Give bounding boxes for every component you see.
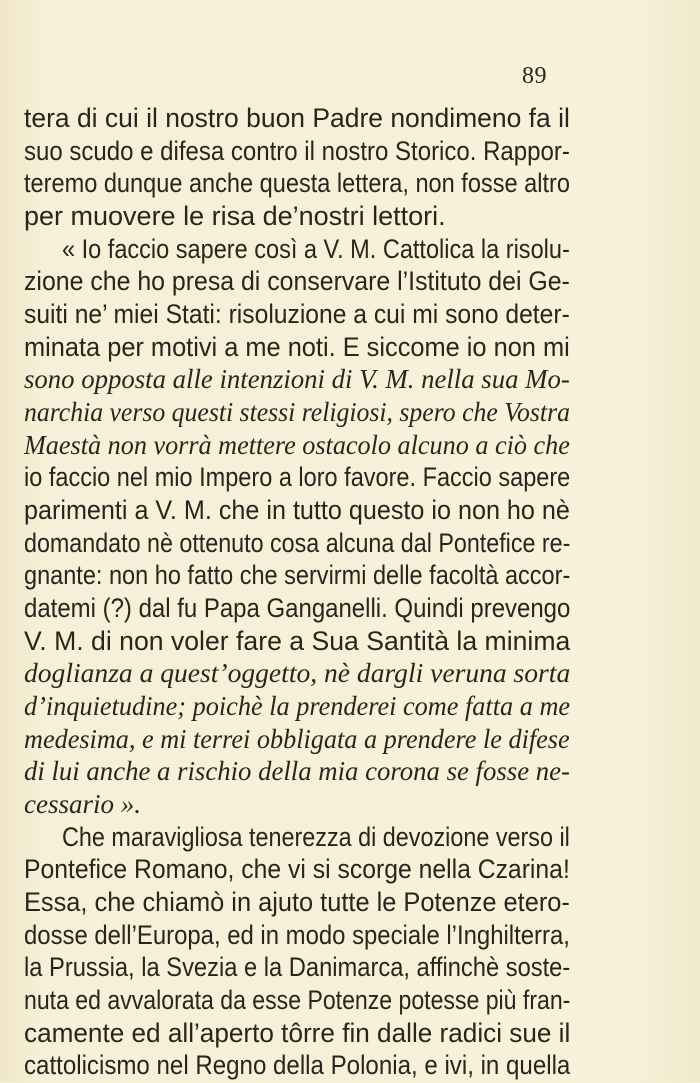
text-line-30: cattolicismo nel Regno della Polonia, e ivi, in quella <box>24 1050 570 1081</box>
text-line-20: medesima, e mi terrei obbligata a prendere le difese <box>24 723 570 754</box>
text-line-23: Che maravigliosa tenerezza di devozione verso il <box>62 821 570 852</box>
text-line-17: V. M. di non voler fare a Sua Santità la minima <box>24 625 570 656</box>
text-line-25: Essa, che chiamò in ajuto tutte le Potenze etero- <box>24 887 570 918</box>
text-line-8: minata per motivi a me noti. E siccome io non mi <box>24 331 570 362</box>
text-line-12: io faccio nel mio Impero a loro favore. Faccio sapere <box>24 462 570 493</box>
text-line-16: datemi (?) dal fu Papa Ganganelli. Quindi prevengo <box>24 593 570 624</box>
text-line-27: la Prussia, la Svezia e la Danimarca, affinchè soste- <box>24 952 570 983</box>
text-line-28: nuta ed avvalorata da esse Potenze potesse più fran- <box>24 985 570 1016</box>
text-line-18: doglianza a quest’oggetto, nè dargli veruna sorta <box>24 658 570 689</box>
text-line-5: « Io faccio sapere così a V. M. Cattolica la risolu- <box>62 233 570 264</box>
text-line-22: cessario ». <box>24 789 141 820</box>
text-line-11: Maestà non vorrà mettere ostacolo alcuno a ciò che <box>24 429 570 460</box>
text-line-9: sono opposta alle intenzioni di V. M. nella sua Mo- <box>24 364 570 395</box>
text-line-19: d’inquietudine; poichè la prenderei come fatta a me <box>24 691 570 722</box>
text-line-21: di lui anche a rischio della mia corona se fosse ne- <box>24 756 570 787</box>
text-line-14: domandato nè ottenuto cosa alcuna dal Pontefice re- <box>24 527 570 558</box>
text-line-4: per muovere le risa de’nostri lettori. <box>24 201 446 231</box>
text-line-24: Pontefice Romano, che vi si scorge nella Czarina! <box>24 854 570 885</box>
text-line-1: tera di cui il nostro buon Padre nondimeno fa il <box>24 103 570 133</box>
text-line-13: parimenti a V. M. che in tutto questo io non ho nè <box>24 495 570 526</box>
text-line-10: narchia verso questi stessi religiosi, spero che Vostra <box>24 397 570 428</box>
text-line-7: suiti ne’ miei Stati: risoluzione a cui mi sono deter- <box>24 299 570 330</box>
text-line-3: teremo dunque anche questa lettera, non fosse altro <box>24 168 570 199</box>
text-line-29: camente ed all’aperto tôrre fin dalle radici sue il <box>24 1017 570 1048</box>
text-line-15: gnante: non ho fatto che servirmi delle facoltà accor- <box>24 560 570 591</box>
text-line-6: zione che ho presa di conservare l’Istituto dei Ge- <box>24 266 570 297</box>
text-line-2: suo scudo e difesa contro il nostro Storico. Rappor- <box>24 135 570 166</box>
text-line-26: dosse dell’Europa, ed in modo speciale l’Inghilterra, <box>24 919 570 950</box>
page-number: 89 <box>522 63 547 89</box>
